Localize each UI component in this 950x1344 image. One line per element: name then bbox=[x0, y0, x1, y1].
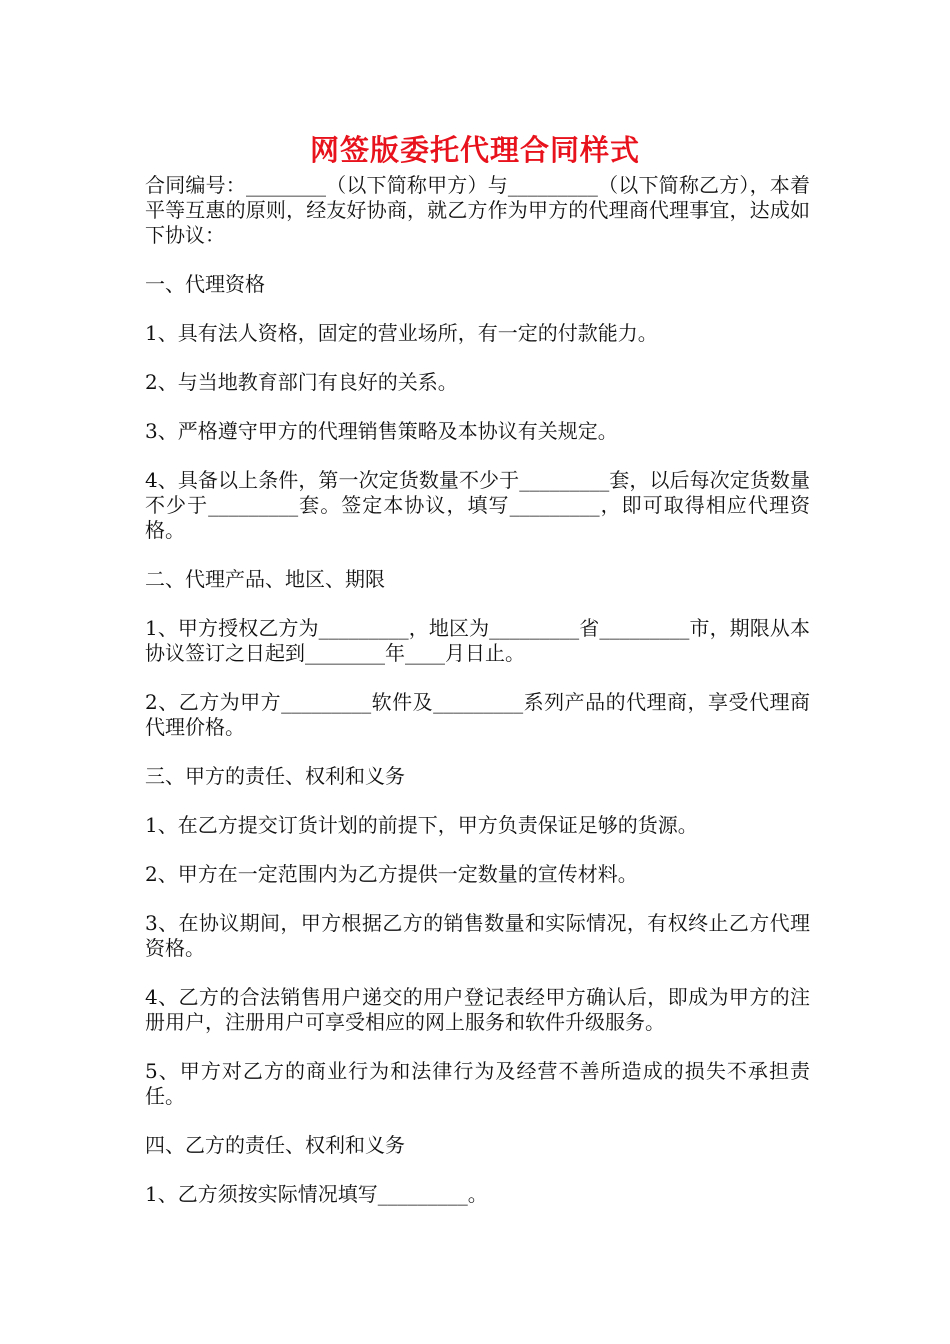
clause-3-3: 3、在协议期间，甲方根据乙方的销售数量和实际情况，有权终止乙方代理资格。 bbox=[145, 911, 810, 960]
section-heading-3: 三、甲方的责任、权利和义务 bbox=[145, 764, 405, 788]
section-heading-4: 四、乙方的责任、权利和义务 bbox=[145, 1133, 405, 1157]
clause-1-4: 4、具备以上条件，第一次定货数量不少于_________套，以后每次定货数量不少于_________套。签定本协议，填写_________，即可取得相应代理资格。 bbox=[145, 468, 810, 542]
clause-2-2: 2、乙方为甲方_________软件及_________系列产品的代理商，享受代理商代理价格。 bbox=[145, 690, 810, 739]
clause-1-3: 3、严格遵守甲方的代理销售策略及本协议有关规定。 bbox=[145, 419, 618, 443]
document-title: 网签版委托代理合同样式 bbox=[309, 133, 640, 167]
section-heading-2: 二、代理产品、地区、期限 bbox=[145, 567, 385, 591]
clause-3-5: 5、甲方对乙方的商业行为和法律行为及经营不善所造成的损失不承担责任。 bbox=[145, 1059, 810, 1108]
clause-3-1: 1、在乙方提交订货计划的前提下，甲方负责保证足够的货源。 bbox=[145, 813, 698, 837]
intro-paragraph: 合同编号：________（以下简称甲方）与_________（以下简称乙方），本着平等互惠的原则，经友好协商，就乙方作为甲方的代理商代理事宜，达成如下协议： bbox=[145, 173, 810, 247]
clause-2-1: 1、甲方授权乙方为_________，地区为_________省_________市，期限从本协议签订之日起到________年____月日止。 bbox=[145, 616, 810, 665]
clause-1-1: 1、具有法人资格，固定的营业场所，有一定的付款能力。 bbox=[145, 321, 658, 345]
clause-4-1: 1、乙方须按实际情况填写_________。 bbox=[145, 1182, 488, 1206]
clause-3-2: 2、甲方在一定范围内为乙方提供一定数量的宣传材料。 bbox=[145, 862, 638, 886]
document-body bbox=[145, 173, 810, 1207]
clause-1-2: 2、与当地教育部门有良好的关系。 bbox=[145, 370, 458, 394]
clause-3-4: 4、乙方的合法销售用户递交的用户登记表经甲方确认后，即成为甲方的注册用户，注册用户可享受相应的网上服务和软件升级服务。 bbox=[145, 985, 810, 1034]
section-heading-1: 一、代理资格 bbox=[145, 272, 265, 296]
